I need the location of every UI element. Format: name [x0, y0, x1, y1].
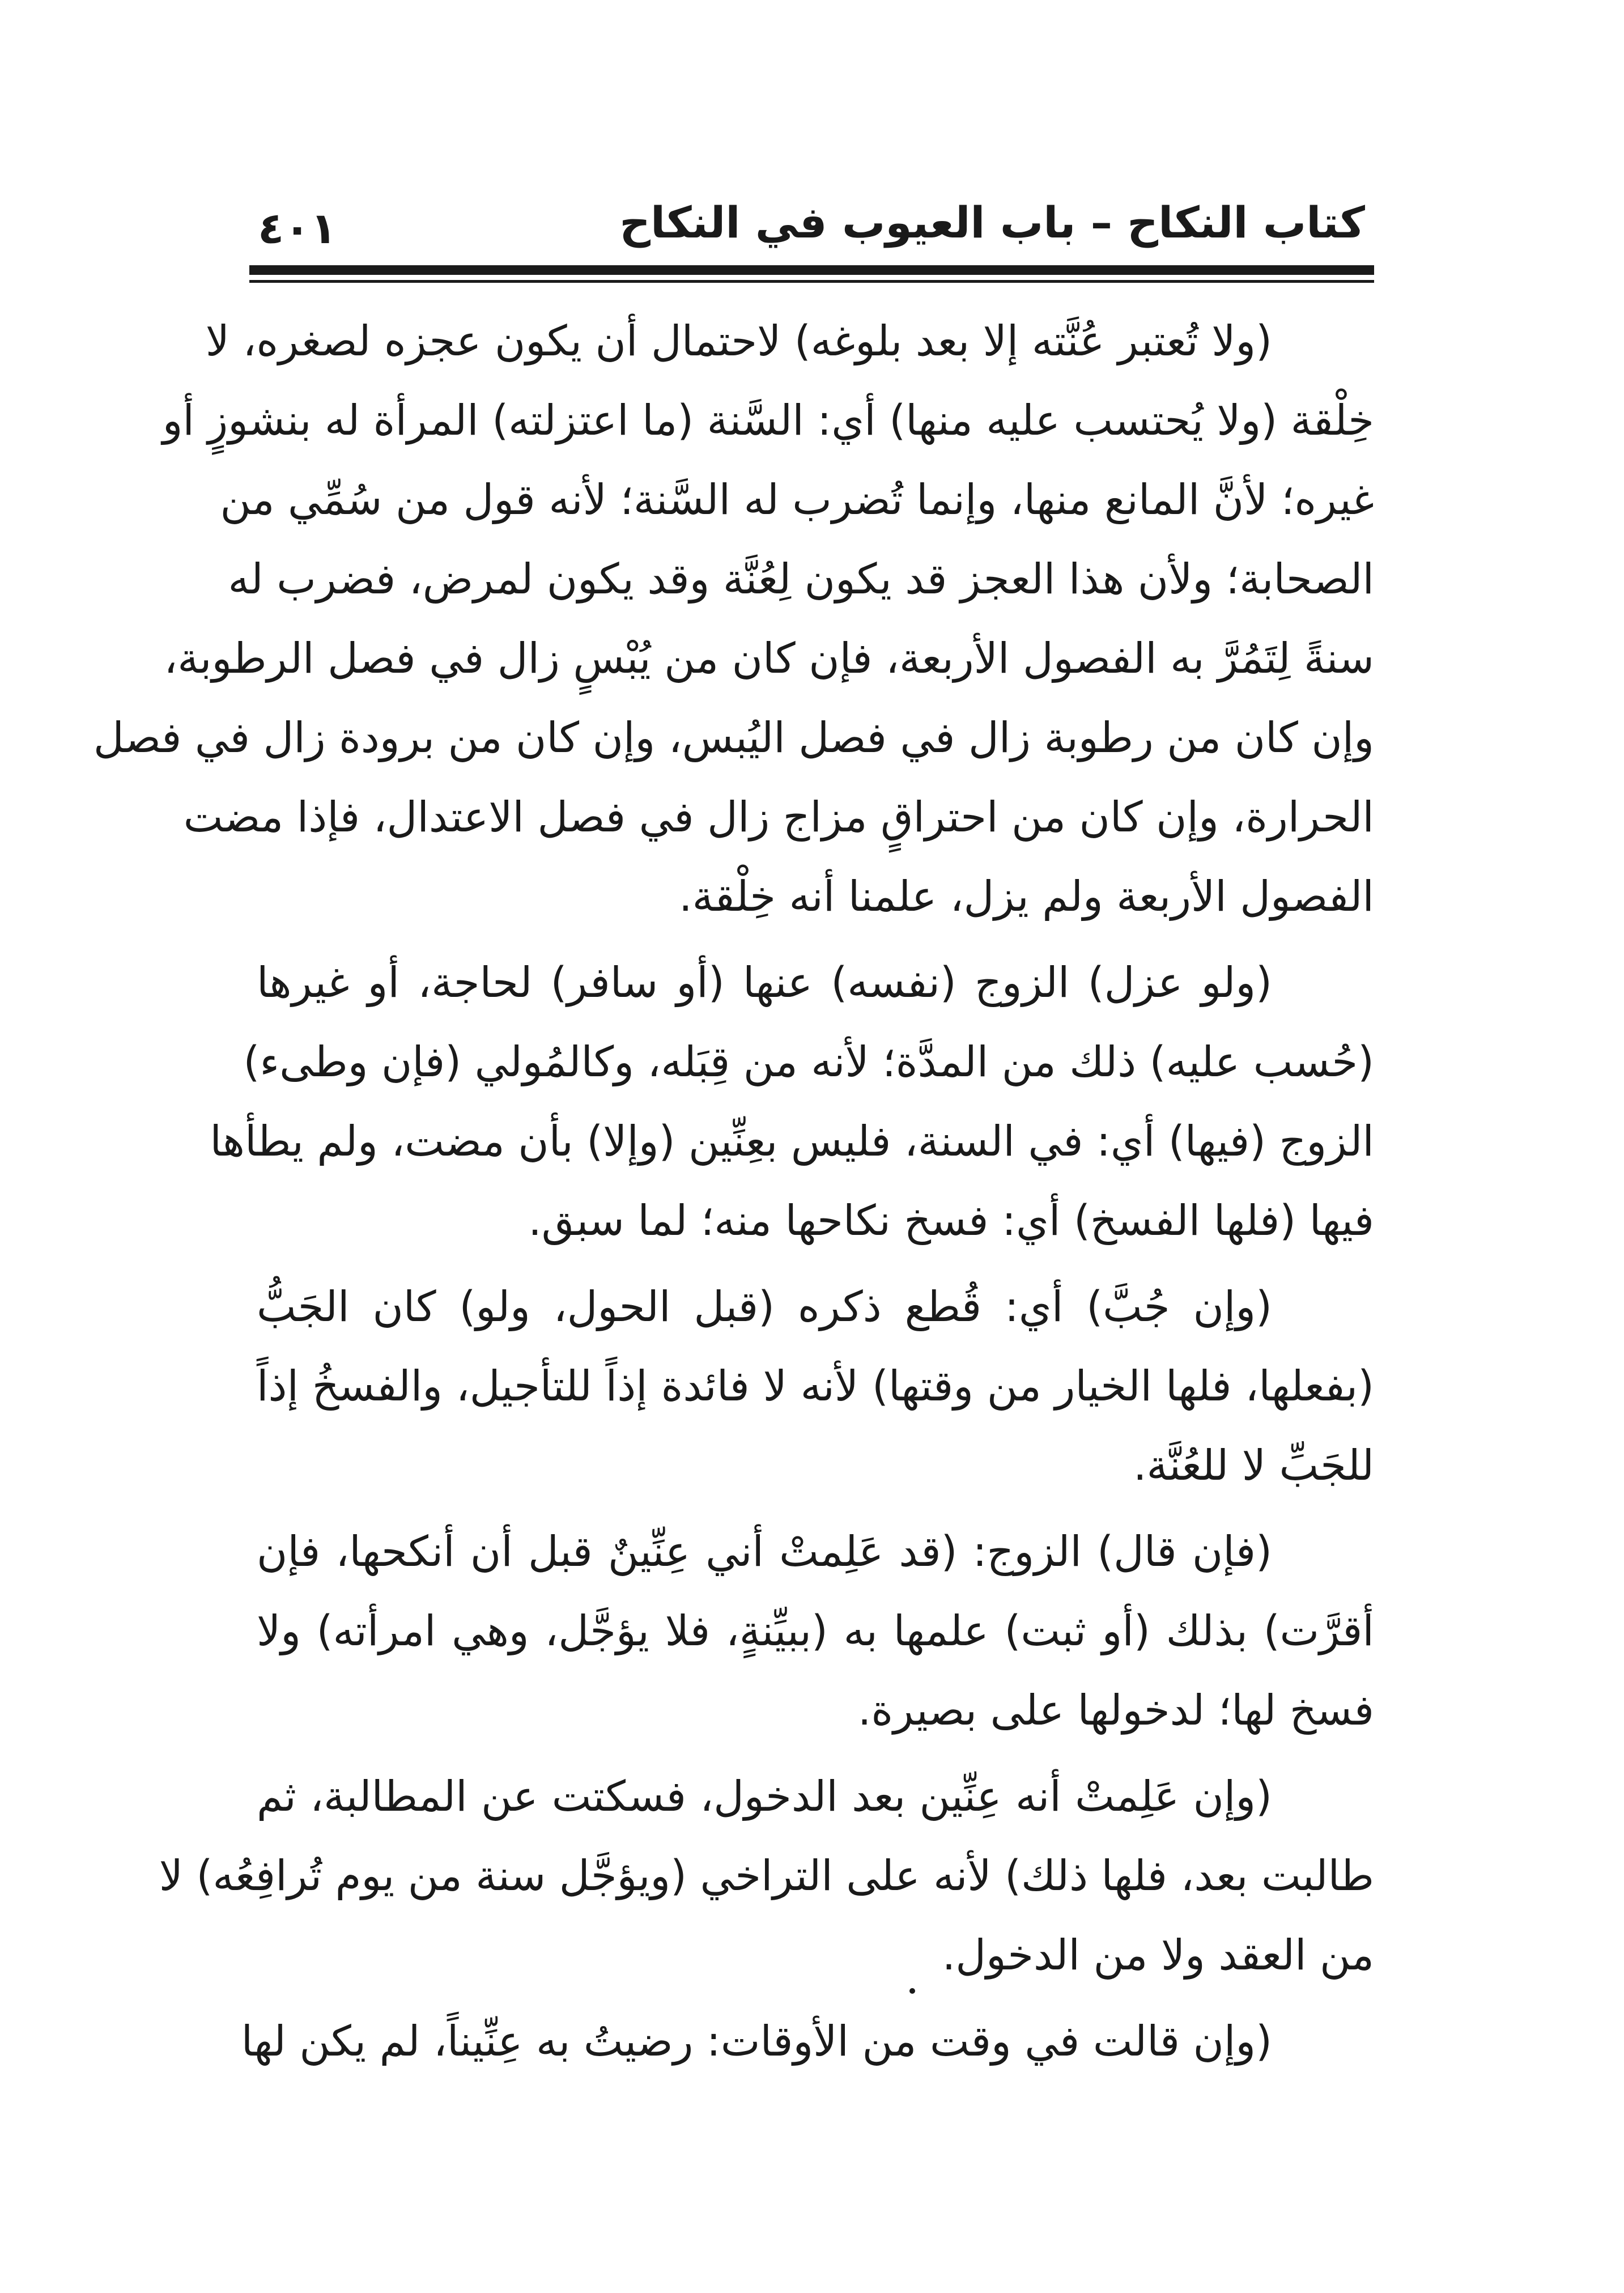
text-line: الفصول الأربعة ولم يزل، علمنا أنه خِلْقة.: [679, 872, 1374, 921]
paragraph: [257, 1512, 1374, 1750]
text-line: من العقد ولا من الدخول.: [942, 1931, 1374, 1980]
text-line: الحرارة، وإن كان من احتراقٍ مزاج زال في فصل الاعتدال، فإذا مضت: [183, 793, 1374, 842]
text-line: وإن كان من رطوبة زال في فصل اليُبس، وإن كان من برودة زال في فصل: [93, 714, 1374, 762]
text-line: فسخ لها؛ لدخولها على بصيرة.: [857, 1686, 1374, 1735]
text-line: غيره؛ لأنَّ المانع منها، وإنما تُضرب له السَّنة؛ لأنه قول من سُمِّي من: [220, 475, 1374, 524]
text-line: (وإن جُبَّ) أي: قُطع ذكره (قبل الحول، ولو) كان الجَبُّ: [257, 1283, 1272, 1331]
scan-speck: [909, 1988, 915, 1994]
text-line: خِلْقة (ولا يُحتسب عليه منها) أي: السَّنة (ما اعتزلته) المرأة له بنشوزٍ أو: [162, 396, 1374, 445]
text-line: (فإن قال) الزوج: (قد عَلِمتْ أني عِنِّينٌ قبل أن أنكحها، فإن: [257, 1527, 1272, 1576]
text-line: (ولو عزل) الزوج (نفسه) عنها (أو سافر) لحاجة، أو غيرها: [257, 958, 1272, 1007]
text-line: الزوج (فيها) أي: في السنة، فليس بعِنِّين (وإلا) بأن مضت، ولم يطأها: [210, 1117, 1374, 1166]
text-line: (ولا تُعتبر عُنَّته إلا بعد بلوغه) لاحتمال أن يكون عجزه لصغره، لا: [205, 317, 1272, 366]
paragraph: [93, 302, 1374, 936]
page-body: [93, 302, 1374, 2081]
running-title: كتاب النكاح – باب العيوب في النكاح: [619, 197, 1365, 248]
text-line: سنةً لِتَمُرَّ به الفصول الأربعة، فإن كان من يُبْسٍ زال في فصل الرطوبة،: [164, 634, 1374, 683]
paragraph: [241, 2002, 1374, 2081]
text-line: (بفعلها، فلها الخيار من وقتها) لأنه لا فائدة إذاً للتأجيل، والفسخُ إذاً: [257, 1362, 1374, 1411]
text-line: (حُسب عليه) ذلك من المدَّة؛ لأنه من قِبَله، وكالمُولي (فإن وطىء): [243, 1038, 1374, 1086]
header-rule-thick: [249, 265, 1374, 275]
header-rule-thin: [249, 280, 1374, 283]
paragraph: [210, 943, 1374, 1260]
paragraph: [159, 1757, 1374, 1995]
paragraph: [257, 1267, 1374, 1505]
text-line: فيها (فلها الفسخ) أي: فسخ نكاحها منه؛ لما سبق.: [528, 1196, 1374, 1245]
page-number: ٤٠١: [258, 203, 337, 253]
text-line: (وإن عَلِمتْ أنه عِنِّين بعد الدخول، فسكتت عن المطالبة، ثم: [257, 1772, 1272, 1821]
text-line: أقرَّت) بذلك (أو ثبت) علمها به (ببيِّنةٍ، فلا يؤجَّل، وهي امرأته) ولا: [257, 1607, 1374, 1655]
text-line: طالبت بعد، فلها ذلك) لأنه على التراخي (ويؤجَّل سنة من يوم تُرافِعُه) لا: [159, 1852, 1374, 1900]
text-line: الصحابة؛ ولأن هذا العجز قد يكون لِعُنَّة وقد يكون لمرض، فضرب له: [228, 555, 1374, 604]
text-line: للجَبِّ لا للعُنَّة.: [1133, 1441, 1374, 1490]
text-line: (وإن قالت في وقت من الأوقات: رضيتُ به عِنِّيناً، لم يكن لها: [241, 2017, 1272, 2066]
